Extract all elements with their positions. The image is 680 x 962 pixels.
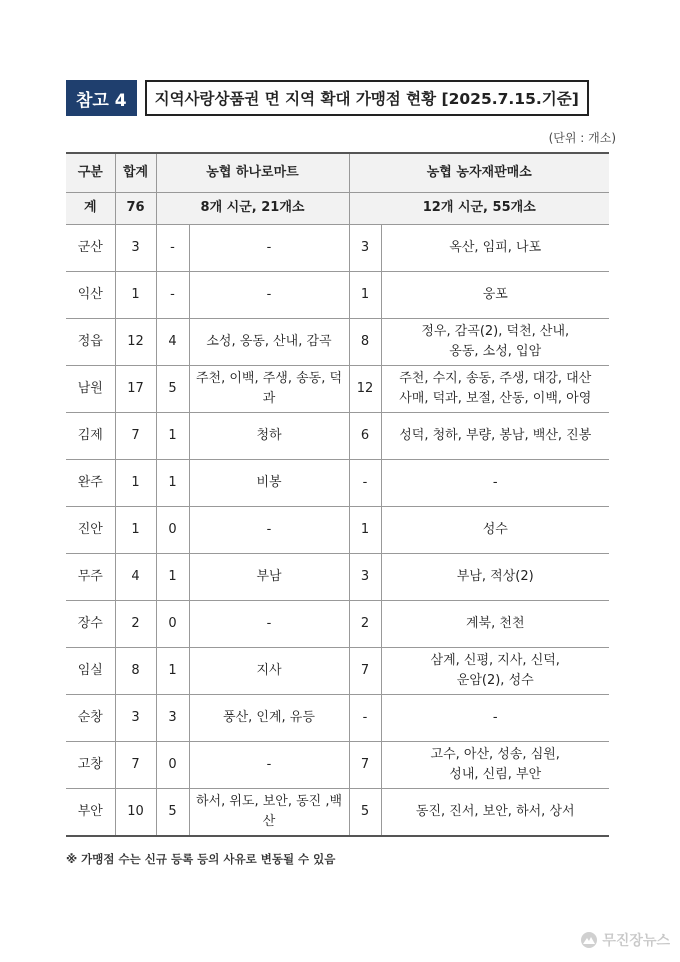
cell-hanaro-count: 4	[156, 319, 189, 366]
unit-label: (단위 : 개소)	[548, 131, 616, 145]
title-bar	[66, 80, 589, 116]
cell-hanaro-places: 주천, 이백, 주생, 송동, 덕과	[189, 366, 349, 413]
header-total: 합계	[115, 153, 156, 193]
cell-store-count: 5	[349, 789, 381, 836]
cell-store-places: 성수	[381, 507, 609, 554]
table-row	[66, 695, 609, 742]
cell-store-count: -	[349, 460, 381, 507]
table-row	[66, 742, 609, 789]
table-row	[66, 460, 609, 507]
cell-store-places: 삼계, 신평, 지사, 신덕, 운암(2), 성수	[381, 648, 609, 695]
cell-total: 4	[115, 554, 156, 601]
cell-store-places: 정우, 감곡(2), 덕천, 산내, 옹동, 소성, 입암	[381, 319, 609, 366]
cell-total: 17	[115, 366, 156, 413]
cell-hanaro-count: 3	[156, 695, 189, 742]
cell-store-count: 12	[349, 366, 381, 413]
cell-hanaro-count: 1	[156, 554, 189, 601]
cell-hanaro-places: -	[189, 272, 349, 319]
cell-hanaro-count: -	[156, 272, 189, 319]
table-row	[66, 554, 609, 601]
header-region: 구분	[66, 153, 115, 193]
table-row	[66, 366, 609, 413]
table-row	[66, 272, 609, 319]
cell-store-count: 2	[349, 601, 381, 648]
cell-hanaro-places: -	[189, 507, 349, 554]
cell-hanaro-count: 1	[156, 648, 189, 695]
cell-hanaro-places: -	[189, 742, 349, 789]
cell-hanaro-places: 비봉	[189, 460, 349, 507]
cell-hanaro-places: 하서, 위도, 보안, 동진 ,백산	[189, 789, 349, 836]
cell-region: 정읍	[66, 319, 115, 366]
cell-total: 1	[115, 460, 156, 507]
cell-region: 장수	[66, 601, 115, 648]
cell-total: 1	[115, 507, 156, 554]
table-row	[66, 225, 609, 272]
table-row	[66, 648, 609, 695]
cell-store-count: 3	[349, 225, 381, 272]
cell-hanaro-count: 0	[156, 601, 189, 648]
cell-total: 2	[115, 601, 156, 648]
cell-hanaro-places: 부남	[189, 554, 349, 601]
total-sum: 76	[115, 193, 156, 225]
footnote: ※ 가맹점 수는 신규 등록 등의 사유로 변동될 수 있음	[66, 852, 336, 866]
total-row	[66, 193, 609, 225]
cell-store-places: 고수, 아산, 성송, 심원, 성내, 신림, 부안	[381, 742, 609, 789]
cell-region: 군산	[66, 225, 115, 272]
cell-total: 1	[115, 272, 156, 319]
cell-store-count: 1	[349, 272, 381, 319]
table-row	[66, 789, 609, 836]
cell-store-places: 성덕, 청하, 부량, 봉남, 백산, 진봉	[381, 413, 609, 460]
cell-total: 8	[115, 648, 156, 695]
cell-region: 부안	[66, 789, 115, 836]
cell-region: 순창	[66, 695, 115, 742]
cell-region: 임실	[66, 648, 115, 695]
cell-region: 익산	[66, 272, 115, 319]
cell-store-places: -	[381, 695, 609, 742]
header-nongjajae: 농협 농자재판매소	[349, 153, 609, 193]
watermark	[580, 930, 670, 950]
cell-region: 완주	[66, 460, 115, 507]
total-nongjajae: 12개 시군, 55개소	[349, 193, 609, 225]
cell-region: 진안	[66, 507, 115, 554]
cell-store-count: 7	[349, 742, 381, 789]
cell-store-count: 7	[349, 648, 381, 695]
total-label: 계	[66, 193, 115, 225]
cell-store-places: 동진, 진서, 보안, 하서, 상서	[381, 789, 609, 836]
cell-region: 고창	[66, 742, 115, 789]
cell-store-places: 계북, 천천	[381, 601, 609, 648]
cell-hanaro-places: 풍산, 인계, 유등	[189, 695, 349, 742]
watermark-text: 무진장뉴스	[602, 933, 670, 949]
cell-hanaro-places: 지사	[189, 648, 349, 695]
cell-store-count: 8	[349, 319, 381, 366]
cell-store-places: 부남, 적상(2)	[381, 554, 609, 601]
cell-total: 3	[115, 695, 156, 742]
cell-total: 3	[115, 225, 156, 272]
cell-store-places: 옥산, 임피, 나포	[381, 225, 609, 272]
cell-store-count: 3	[349, 554, 381, 601]
cell-store-places: -	[381, 460, 609, 507]
cell-region: 김제	[66, 413, 115, 460]
cell-total: 10	[115, 789, 156, 836]
reference-badge: 참고 4	[66, 80, 137, 116]
cell-hanaro-count: 1	[156, 413, 189, 460]
cell-hanaro-count: 1	[156, 460, 189, 507]
cell-hanaro-places: 청하	[189, 413, 349, 460]
header-hanaro: 농협 하나로마트	[156, 153, 349, 193]
cell-store-count: -	[349, 695, 381, 742]
cell-hanaro-count: -	[156, 225, 189, 272]
cell-hanaro-count: 0	[156, 507, 189, 554]
cell-hanaro-count: 5	[156, 789, 189, 836]
cell-total: 7	[115, 742, 156, 789]
cell-store-places: 웅포	[381, 272, 609, 319]
cell-hanaro-places: -	[189, 601, 349, 648]
cell-region: 남원	[66, 366, 115, 413]
table-row	[66, 507, 609, 554]
cell-hanaro-count: 5	[156, 366, 189, 413]
cell-store-count: 1	[349, 507, 381, 554]
cell-store-places: 주천, 수지, 송동, 주생, 대강, 대산 사매, 덕과, 보절, 산동, 이백, 아영	[381, 366, 609, 413]
watermark-logo-icon	[580, 931, 598, 949]
document-title: 지역사랑상품권 면 지역 확대 가맹점 현황 [2025.7.15.기준]	[145, 80, 589, 116]
cell-store-count: 6	[349, 413, 381, 460]
cell-hanaro-count: 0	[156, 742, 189, 789]
table-row	[66, 413, 609, 460]
merchant-table	[66, 152, 609, 837]
cell-hanaro-places: -	[189, 225, 349, 272]
cell-total: 7	[115, 413, 156, 460]
cell-total: 12	[115, 319, 156, 366]
total-hanaro: 8개 시군, 21개소	[156, 193, 349, 225]
table-row	[66, 601, 609, 648]
cell-hanaro-places: 소성, 옹동, 산내, 감곡	[189, 319, 349, 366]
cell-region: 무주	[66, 554, 115, 601]
table-row	[66, 319, 609, 366]
table-header-row	[66, 153, 609, 193]
